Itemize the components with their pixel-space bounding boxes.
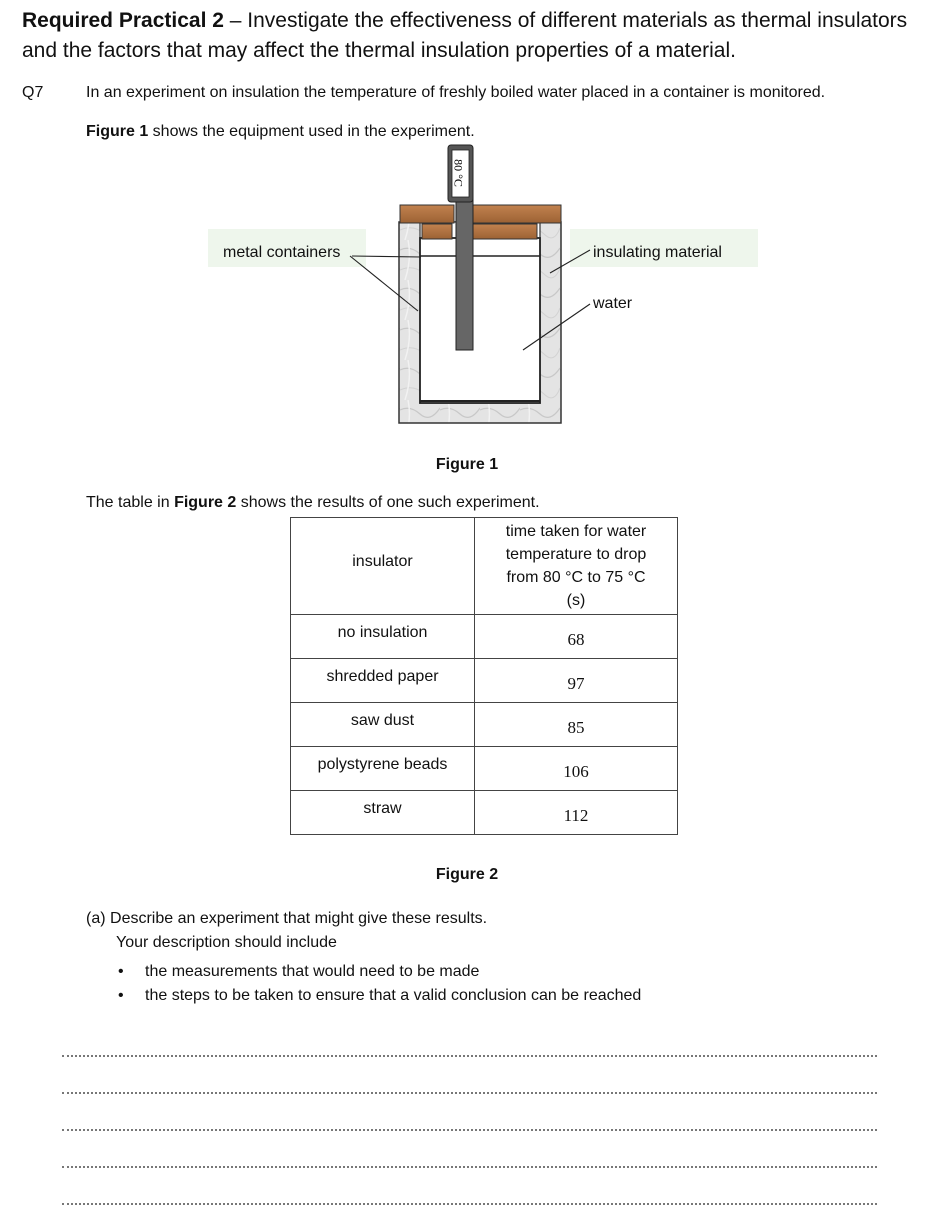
figure1-intro-text: shows the equipment used in the experiment.: [148, 123, 475, 140]
figure2-intro-prefix: The table in: [86, 494, 175, 511]
answer-line[interactable]: [62, 1094, 877, 1131]
heading-rest: – Investigate the effectiveness of different materials as thermal insulators and the factors that may affect the thermal insulation properties of a material.: [22, 9, 908, 62]
cell-time: [475, 615, 678, 659]
list-item: • the measurements that would need to be made: [118, 960, 641, 984]
insulator-name: shredded paper: [326, 667, 439, 685]
table-row: [291, 659, 678, 703]
time-value: 112: [563, 805, 589, 825]
label-water: water: [593, 295, 633, 312]
table-header-row: [291, 518, 678, 615]
part-a-label: (a): [86, 910, 106, 927]
part-a-line1: Describe an experiment that might give these results.: [110, 910, 488, 927]
bullet-text: the measurements that would need to be made: [145, 963, 480, 980]
table-row: [291, 791, 678, 835]
cell-insulator: [291, 615, 475, 659]
apparatus-diagram: [0, 140, 951, 440]
time-value: 97: [567, 673, 585, 693]
part-a-bullets: [118, 960, 641, 1008]
cell-insulator: [291, 703, 475, 747]
cell-time: [475, 703, 678, 747]
answer-line[interactable]: [62, 1131, 877, 1168]
answer-line[interactable]: [62, 1057, 877, 1094]
figure1-ref: Figure 1: [86, 123, 149, 140]
header-time-line: temperature to drop: [505, 546, 647, 563]
insulator-name: saw dust: [350, 711, 415, 729]
cell-time: [475, 659, 678, 703]
table-row: [291, 703, 678, 747]
cell-insulator: [291, 747, 475, 791]
header-time-line: time taken for water: [505, 523, 647, 540]
time-value: 106: [563, 761, 589, 781]
figure1-intro: [86, 123, 475, 141]
figure2-ref: Figure 2: [174, 494, 237, 511]
results-table: [290, 517, 678, 835]
part-a: [86, 907, 487, 955]
heading-bold: Required Practical 2: [22, 9, 224, 32]
cell-time: [475, 791, 678, 835]
list-item: • the steps to be taken to ensure that a valid conclusion can be reached: [118, 984, 641, 1008]
figure1-caption: Figure 1: [435, 456, 499, 473]
question-intro: In an experiment on insulation the temperature of freshly boiled water placed in a container is monitored.: [86, 84, 826, 101]
header-insulator-text: insulator: [352, 553, 413, 570]
figure2-intro-suffix: shows the results of one such experiment.: [236, 494, 540, 511]
label-metal-containers: metal containers: [223, 244, 341, 261]
time-value: 85: [567, 717, 585, 737]
cell-time: [475, 747, 678, 791]
header-insulator: [291, 518, 475, 615]
answer-line[interactable]: [62, 1020, 877, 1057]
insulator-name: straw: [363, 799, 402, 817]
part-a-line2: Your description should include: [116, 934, 337, 951]
page-heading: [22, 6, 922, 66]
header-time-line: (s): [566, 592, 586, 609]
answer-lines[interactable]: [62, 1020, 877, 1205]
cell-insulator: [291, 791, 475, 835]
insulator-name: polystyrene beads: [317, 755, 448, 773]
lid: [400, 205, 561, 239]
bullet-text: the steps to be taken to ensure that a valid conclusion can be reached: [145, 987, 642, 1004]
figure2-intro: [86, 494, 540, 512]
question-number: Q7: [22, 84, 44, 101]
cell-insulator: [291, 659, 475, 703]
answer-line[interactable]: [62, 1168, 877, 1205]
table-row: [291, 747, 678, 791]
inner-container: [420, 238, 540, 403]
figure2-caption: Figure 2: [435, 866, 499, 883]
thermometer-reading: 80 °C: [451, 159, 466, 187]
header-time-line: from 80 °C to 75 °C: [506, 569, 646, 586]
table-row: [291, 615, 678, 659]
insulator-name: no insulation: [337, 623, 428, 641]
time-value: 68: [567, 629, 585, 649]
label-insulating-material: insulating material: [593, 244, 722, 261]
header-time: [475, 518, 678, 615]
